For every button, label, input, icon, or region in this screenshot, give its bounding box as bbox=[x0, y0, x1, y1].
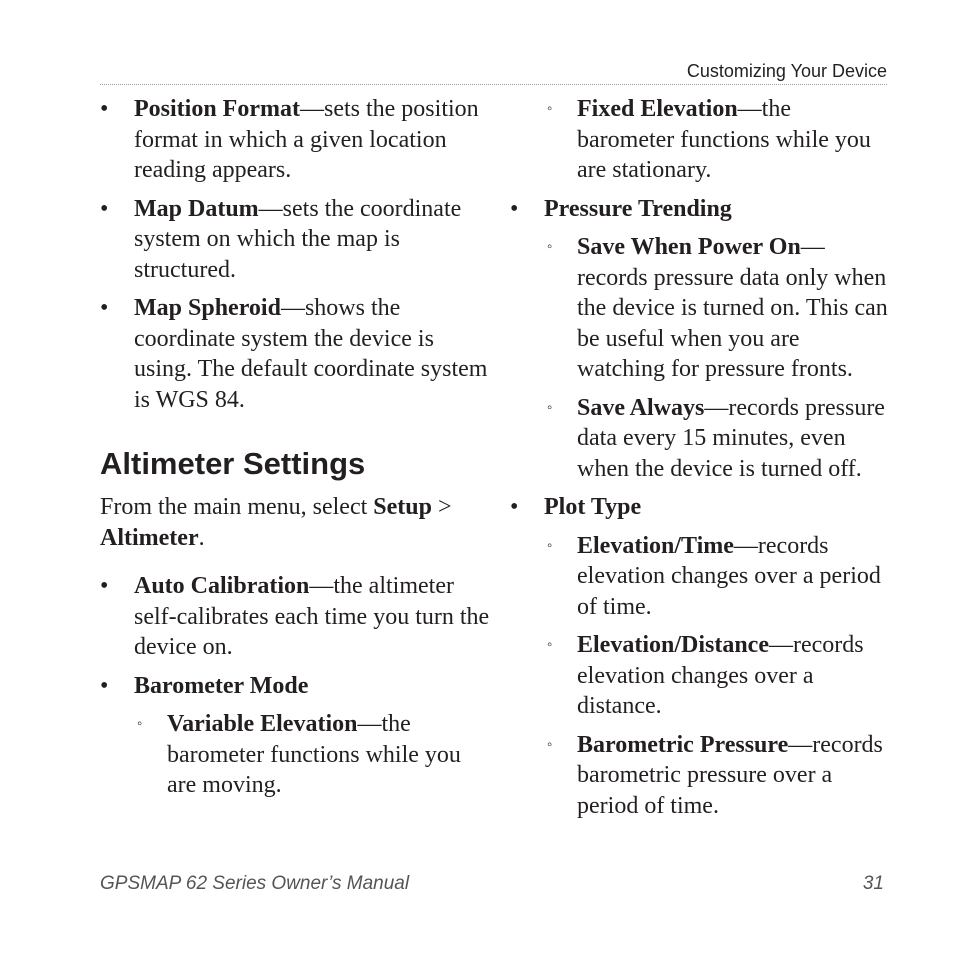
list-item-map-spheroid bbox=[100, 293, 490, 415]
sub-item-variable-elevation bbox=[100, 709, 490, 801]
intro-paragraph bbox=[100, 492, 490, 553]
bullet: • bbox=[100, 672, 109, 699]
term-map-spheroid: Map Spheroid bbox=[134, 295, 281, 321]
term-elevation-time: Elevation/Time bbox=[577, 532, 734, 559]
sub-bullet: ◦ bbox=[547, 537, 553, 554]
menu-altimeter: Altimeter bbox=[100, 524, 199, 551]
bullet: • bbox=[100, 295, 109, 321]
list-item-map-datum bbox=[100, 194, 490, 286]
sub-item-fixed-elevation bbox=[510, 94, 890, 186]
desc-barometric-pressure: —records barometric pressure over a period of time. bbox=[577, 731, 883, 819]
sub-bullet: ◦ bbox=[547, 736, 553, 753]
sub-item-save-when-power-on bbox=[510, 232, 890, 385]
term-variable-elevation: Variable Elevation bbox=[167, 711, 358, 737]
header-rule bbox=[100, 84, 887, 85]
left-column bbox=[100, 94, 490, 809]
term-elevation-distance: Elevation/Distance bbox=[577, 632, 769, 658]
bullet: • bbox=[100, 195, 109, 222]
bullet: • bbox=[510, 195, 519, 222]
list-item-pressure-trending bbox=[510, 194, 890, 225]
term-plot-type: Plot Type bbox=[544, 494, 642, 520]
sub-bullet: ◦ bbox=[547, 101, 553, 117]
sub-item-barometric-pressure bbox=[510, 730, 890, 822]
bullet: • bbox=[100, 573, 109, 599]
sub-bullet: ◦ bbox=[137, 716, 143, 732]
bullet: • bbox=[100, 96, 109, 122]
bullet: • bbox=[510, 494, 519, 520]
list-item-position-format bbox=[100, 94, 490, 186]
desc-save-always: —records pressure data every 15 minutes, even when the device is turned off. bbox=[577, 394, 885, 482]
running-header: Customizing Your Device bbox=[686, 61, 887, 81]
desc-elevation-time: —records elevation changes over a period of time. bbox=[577, 532, 881, 620]
term-position-format: Position Format bbox=[134, 96, 300, 122]
list-item-auto-calibration bbox=[100, 571, 490, 663]
desc-save-when-power-on: —records pressure data only when the device is turned on. This can be useful when you are watching for pressure fronts. bbox=[577, 234, 888, 382]
desc-map-spheroid: —shows the coordinate system the device is using. The default coordinate system is WGS 84. bbox=[134, 295, 488, 413]
term-pressure-trending: Pressure Trending bbox=[544, 195, 732, 222]
footer-manual-title: GPSMAP 62 Series Owner’s Manual bbox=[100, 873, 410, 894]
intro-end: . bbox=[198, 524, 205, 551]
list-item-plot-type bbox=[510, 492, 890, 523]
desc-auto-calibration: —the altimeter self-calibrates each time you turn the device on. bbox=[134, 573, 490, 660]
term-map-datum: Map Datum bbox=[134, 195, 259, 222]
desc-fixed-elevation: —the barometer functions while you are stationary. bbox=[577, 96, 871, 183]
desc-elevation-distance: —records elevation changes over a distance. bbox=[577, 632, 864, 719]
term-auto-calibration: Auto Calibration bbox=[134, 573, 310, 599]
intro-prefix: From the main menu, select bbox=[100, 494, 374, 520]
term-fixed-elevation: Fixed Elevation bbox=[577, 96, 738, 122]
sub-item-elevation-distance bbox=[510, 630, 890, 722]
sub-item-elevation-time bbox=[510, 531, 890, 623]
term-save-always: Save Always bbox=[577, 394, 705, 421]
sub-bullet: ◦ bbox=[547, 239, 553, 255]
intro-separator: > bbox=[431, 494, 452, 520]
term-barometer-mode: Barometer Mode bbox=[134, 672, 309, 699]
desc-position-format: —sets the position format in which a given location reading appears. bbox=[134, 96, 479, 183]
sub-bullet: ◦ bbox=[547, 637, 553, 653]
menu-setup: Setup bbox=[373, 494, 432, 520]
desc-variable-elevation: —the barometer functions while you are moving. bbox=[167, 711, 461, 798]
sub-bullet: ◦ bbox=[547, 399, 553, 416]
list-item-barometer-mode bbox=[100, 671, 490, 702]
sub-item-save-always bbox=[510, 393, 890, 485]
term-save-when-power-on: Save When Power On bbox=[577, 234, 801, 260]
right-column bbox=[510, 94, 890, 829]
footer-page-number: 31 bbox=[862, 873, 884, 894]
term-barometric-pressure: Barometric Pressure bbox=[577, 731, 789, 758]
section-heading: Altimeter Settings bbox=[100, 446, 366, 481]
desc-map-datum: —sets the coordinate system on which the map is structured. bbox=[134, 195, 462, 283]
